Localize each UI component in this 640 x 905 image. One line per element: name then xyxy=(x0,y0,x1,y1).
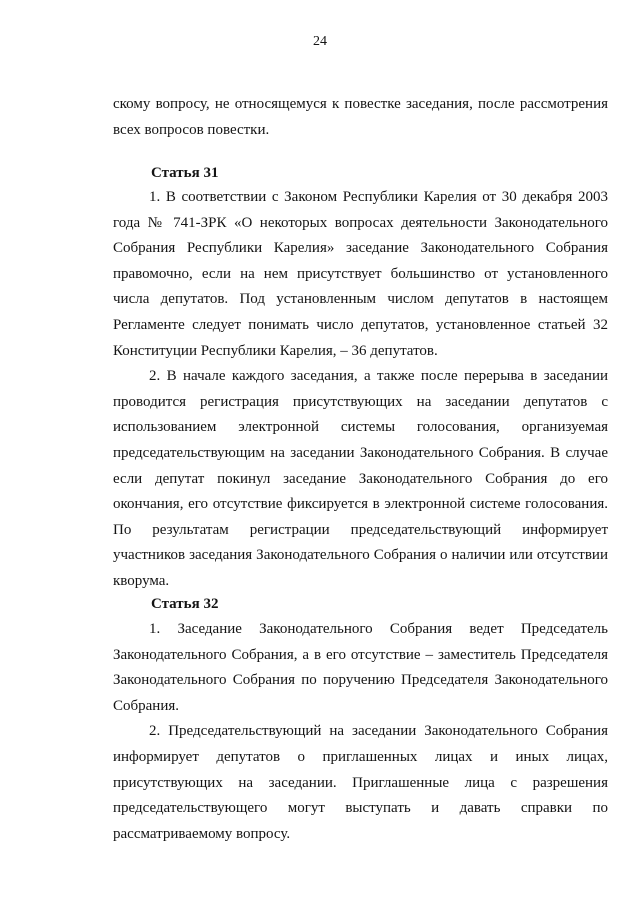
article-31-heading: Статья 31 xyxy=(151,165,219,181)
article-31-paragraph-2: 2. В начале каждого заседания, а также после перерыва в заседании проводится регистрация присутствующих на заседании депутатов с использованием электронной системы голосования, организуемая председательствующим на заседании Законодательного Собрания. В случае если депутат покинул заседание Законодательного Собрания до его окончания, его отсутствие фиксируется в электронной системе голосования. По результатам регистрации председательствующий информирует участников заседания Законодательного Собрания о наличии или отсутствии кворума. xyxy=(113,368,608,589)
article-32-paragraph-2: 2. Председательствующий на заседании Законодательного Собрания информирует депутатов о приглашенных лицах и иных лицах, присутствующих на заседании. Приглашенные лица с разрешения председательствующего могут выступать и давать справки по рассматриваемому вопросу. xyxy=(113,723,608,842)
intro-paragraph-block xyxy=(113,92,608,143)
intro-paragraph: скому вопросу, не относящемуся к повестке заседания, после рассмотрения всех вопросов повестки. xyxy=(113,96,608,138)
page-number: 24 xyxy=(313,34,327,49)
article-32-paragraph-1: 1. Заседание Законодательного Собрания ведет Председатель Законодательного Собрания, а в его отсутствие – заместитель Председателя Законодательного Собрания по поручению Председателя Законодательного Собрания. xyxy=(113,621,608,714)
article-32-body xyxy=(113,617,608,847)
article-32-heading: Статья 32 xyxy=(151,596,219,612)
article-31-paragraph-1: 1. В соответствии с Законом Республики Карелия от 30 декабря 2003 года № 741-ЗРК «О некоторых вопросах деятельности Законодательного Собрания Республики Карелия» заседание Законодательного Собрания правомочно, если на нем присутствует большинство от установленного числа депутатов. Под установленным числом депутатов в настоящем Регламенте следует понимать число депутатов, установленное статьей 32 Конституции Республики Карелия, – 36 депутатов. xyxy=(113,189,608,359)
article-31-body xyxy=(113,185,608,595)
